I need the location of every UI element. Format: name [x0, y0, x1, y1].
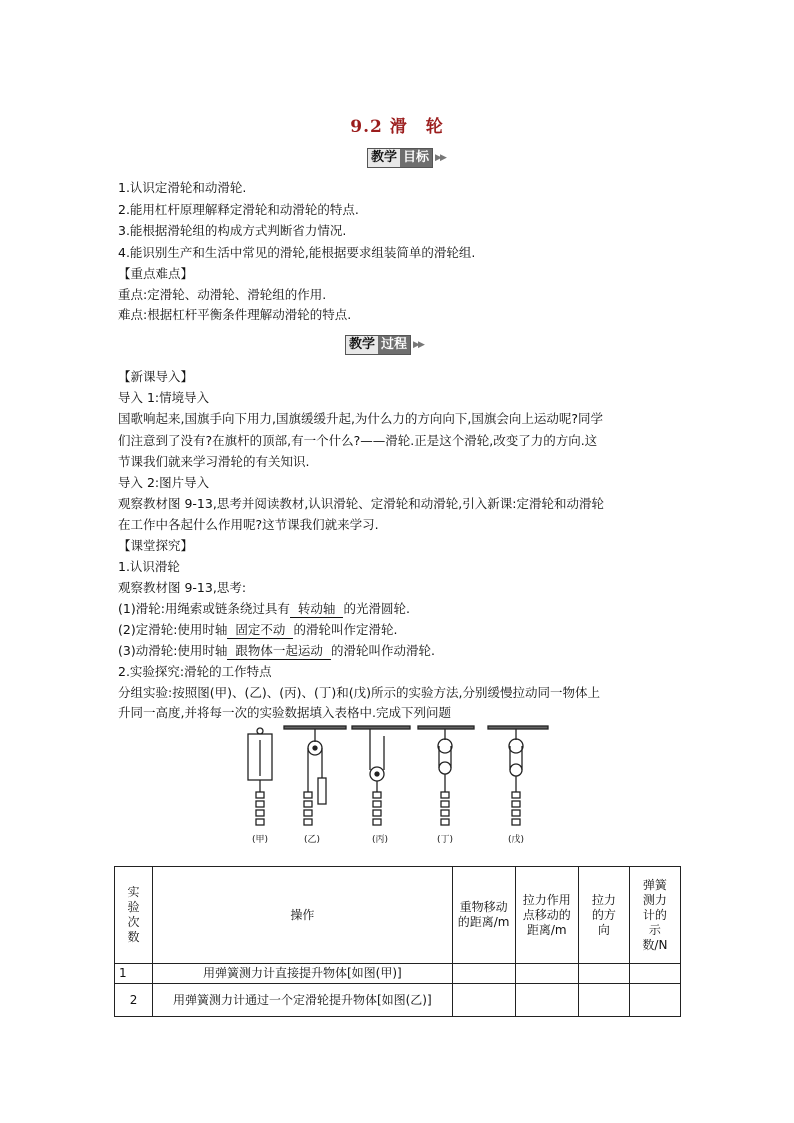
table-cell [515, 964, 578, 984]
table-cell [452, 964, 515, 984]
key-heading: 【重点难点】 [118, 266, 194, 281]
definition-text: (3)动滑轮:使用时轴 [118, 643, 228, 658]
intro1-line: 节课我们就来学习滑轮的有关知识. [118, 454, 310, 469]
pulley-experiment-figure [240, 720, 560, 850]
figure-jia-spring-scale [248, 728, 272, 825]
intro2-line: 在工作中各起什么作用呢?这节课我们就来学习. [118, 517, 379, 532]
definition-movable-pulley [118, 641, 435, 661]
header-cell: 拉力作用点移动的距离/m [515, 867, 578, 964]
table-row [115, 984, 681, 1017]
header-cell: 重物移动的距离/m [452, 867, 515, 964]
page-title: 9.2 滑 轮 [350, 117, 444, 137]
banner-label-a: 教学 [346, 336, 378, 354]
table-cell [452, 984, 515, 1017]
fill-blank-answer: 固定不动 [227, 622, 293, 639]
intro2-line: 观察教材图 9-13,思考并阅读教材,认识滑轮、定滑轮和动滑轮,引入新课:定滑轮和动滑轮 [118, 496, 604, 511]
table-cell-op: 用弹簧测力计通过一个定滑轮提升物体[如图(乙)] [153, 984, 453, 1017]
definition-text: 的滑轮叫作定滑轮. [293, 622, 398, 637]
section2-line: 分组实验:按照图(甲)、(乙)、(丙)、(丁)和(戊)所示的实验方法,分别缓慢拉动同一物体上 [118, 685, 600, 700]
table-cell [629, 964, 680, 984]
table-cell [515, 984, 578, 1017]
definition-text: (1)滑轮:用绳索或链条绕过具有 [118, 601, 290, 616]
figure-label-ding: (丁) [436, 835, 454, 845]
experiment-table [114, 866, 681, 1017]
figure-label-jia: (甲) [251, 835, 269, 845]
intro2-title: 导入 2:图片导入 [118, 475, 210, 490]
table-cell [629, 984, 680, 1017]
fill-blank-answer: 跟物体一起运动 [227, 643, 331, 660]
process-banner [345, 335, 423, 355]
banner-label-b: 目标 [400, 149, 432, 167]
header-cell: 操作 [153, 867, 453, 964]
header-cell: 拉力的方向 [578, 867, 629, 964]
intro1-line: 国歌响起来,国旗手向下用力,国旗缓缓升起,为什么力的方向向下,国旗会向上运动呢?同学 [118, 411, 604, 426]
figure-label-yi: (乙) [303, 835, 321, 845]
table-header-row [115, 867, 681, 964]
section2-line: 升同一高度,并将每一次的实验数据填入表格中.完成下列问题 [118, 705, 451, 720]
table-cell [578, 964, 629, 984]
figure-wu-pulley-block [488, 726, 548, 825]
definition-text: 的滑轮叫作动滑轮. [330, 643, 435, 658]
intro1-line: 们注意到了没有?在旗杆的顶部,有一个什么?——滑轮.正是这个滑轮,改变了力的方向.这 [118, 433, 598, 448]
key-point: 重点:定滑轮、动滑轮、滑轮组的作用. [118, 287, 327, 302]
difficult-point: 难点:根据杠杆平衡条件理解动滑轮的特点. [118, 307, 352, 322]
section1-title: 1.认识滑轮 [118, 559, 180, 574]
table-row [115, 964, 681, 984]
section1-observe: 观察教材图 9-13,思考: [118, 580, 247, 595]
definition-fixed-pulley [118, 620, 397, 640]
header-cell: 弹簧测力计的示数/N [629, 867, 680, 964]
definition-text: 的光滑圆轮. [343, 601, 410, 616]
table-cell [578, 984, 629, 1017]
objective-3: 3.能根据滑轮组的构成方式判断省力情况. [118, 223, 347, 238]
table-cell-no: 1 [115, 964, 153, 984]
fill-blank-answer: 转动轴 [290, 601, 344, 618]
intro-heading: 【新课导入】 [118, 369, 194, 384]
figure-ding-pulley-block [418, 726, 474, 825]
banner-label-a: 教学 [368, 149, 400, 167]
header-cell: 实验次数 [115, 867, 153, 964]
objective-4: 4.能识别生产和生活中常见的滑轮,能根据要求组装简单的滑轮组. [118, 245, 476, 260]
intro1-title: 导入 1:情境导入 [118, 390, 210, 405]
figure-label-wu: (戊) [507, 835, 525, 845]
section2-title: 2.实验探究:滑轮的工作特点 [118, 664, 272, 679]
definition-pulley [118, 599, 410, 619]
table-cell-op: 用弹簧测力计直接提升物体[如图(甲)] [153, 964, 453, 984]
figure-bing-movable-pulley [352, 726, 410, 825]
objectives-banner [367, 148, 445, 168]
double-arrow-icon: ▶▶ [435, 153, 445, 163]
banner-label-b: 过程 [378, 336, 410, 354]
objective-1: 1.认识定滑轮和动滑轮. [118, 180, 247, 195]
objective-2: 2.能用杠杆原理解释定滑轮和动滑轮的特点. [118, 202, 359, 217]
table-cell-no: 2 [115, 984, 153, 1017]
definition-text: (2)定滑轮:使用时轴 [118, 622, 228, 637]
explore-heading: 【课堂探究】 [118, 538, 194, 553]
figure-label-bing: (丙) [371, 835, 389, 845]
double-arrow-icon: ▶▶ [413, 340, 423, 350]
figure-yi-fixed-pulley [284, 726, 346, 825]
